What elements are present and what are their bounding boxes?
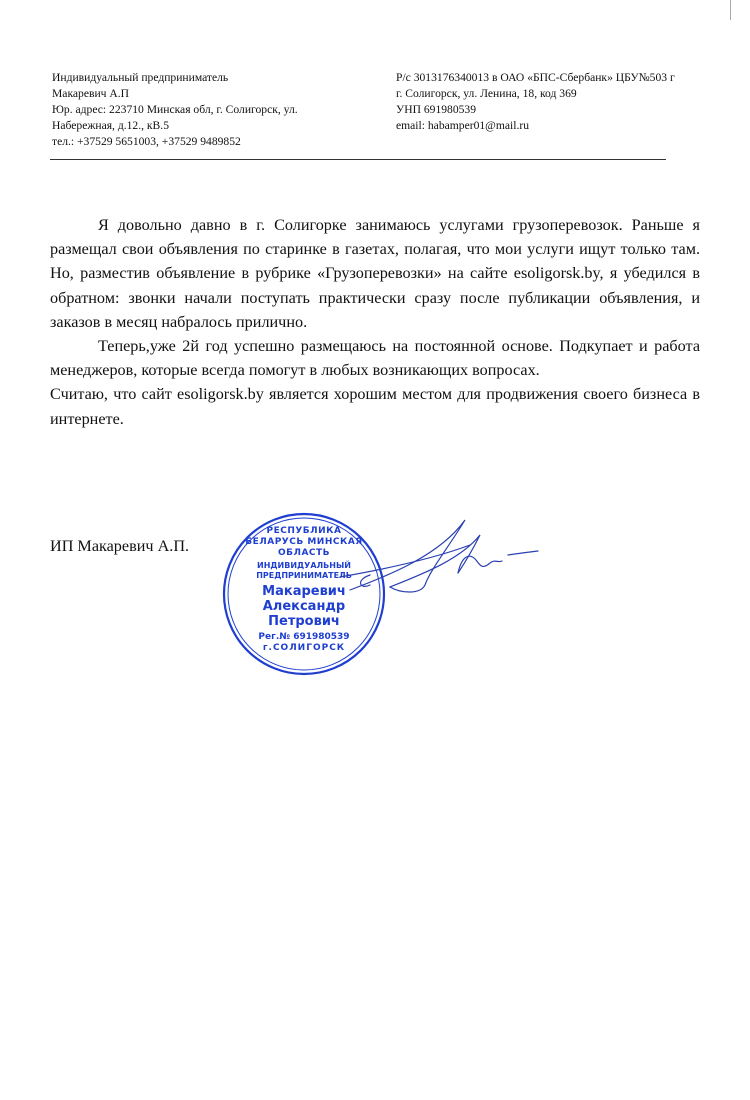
stamp-outer-text: РЕСПУБЛИКА БЕЛАРУСЬ МИНСКАЯ ОБЛАСТЬ	[245, 526, 363, 558]
sender-line: Макаревич А.П	[52, 87, 130, 100]
letter-body	[50, 213, 700, 431]
signature-label: ИП Макаревич А.П.	[50, 537, 190, 555]
stamp-name-line: Петрович	[268, 614, 340, 629]
bank-line: email: habamper01@mail.ru	[396, 119, 530, 132]
stamp-reg: Рег.№ 691980539	[258, 632, 350, 642]
paragraph: Считаю, что сайт esoligorsk.by является хорошим местом для продвижения своего бизнеса в интернете.	[50, 385, 700, 428]
sender-details	[52, 70, 352, 150]
stamp-name-line: Александр	[262, 599, 346, 614]
header-divider	[50, 159, 666, 160]
sender-line: Индивидуальный предприниматель	[52, 71, 229, 84]
paragraph: Теперь,уже 2й год успешно размещаюсь на постоянной основе. Подкупает и работа менеджеров, которые всегда помогут в любых возникающих вопросах.	[50, 337, 700, 380]
stamp-inner-text: ИНДИВИДУАЛЬНЫЙ ПРЕДПРИНИМАТЕЛЬ	[256, 561, 352, 580]
paragraph: Я довольно давно в г. Солигорке занимаюсь услугами грузоперевозок. Раньше я размещал свои объявления по старинке в газетах, полагая, что мои услуги ищут только там. Но, разместив объявление в рубрике «Грузоперевозки» на сайте esoligorsk.by, я убедился в обратном: звонки начали поступать практически сразу после публикации объявления, и заказов в месяц набралось прилично.	[50, 216, 700, 331]
sender-line: тел.: +37529 5651003, +37529 9489852	[52, 135, 241, 148]
bank-line: Р/с 3013176340013 в ОАО «БПС-Сбербанк» ЦБУ№503 г	[396, 71, 675, 84]
stamp-city: г.СОЛИГОРСК	[262, 643, 346, 653]
bank-line: УНП 691980539	[396, 103, 477, 116]
sender-line: Набережная, д.12., кВ.5	[52, 119, 169, 132]
stamp-name-line: Макаревич	[262, 584, 346, 599]
sender-line: Юр. адрес: 223710 Минская обл, г. Солигорск, ул.	[52, 103, 298, 116]
bank-line: г. Солигорск, ул. Ленина, 18, код 369	[396, 87, 577, 100]
scan-artifact	[730, 0, 731, 20]
handwritten-signature	[330, 515, 540, 605]
bank-details	[396, 70, 726, 134]
